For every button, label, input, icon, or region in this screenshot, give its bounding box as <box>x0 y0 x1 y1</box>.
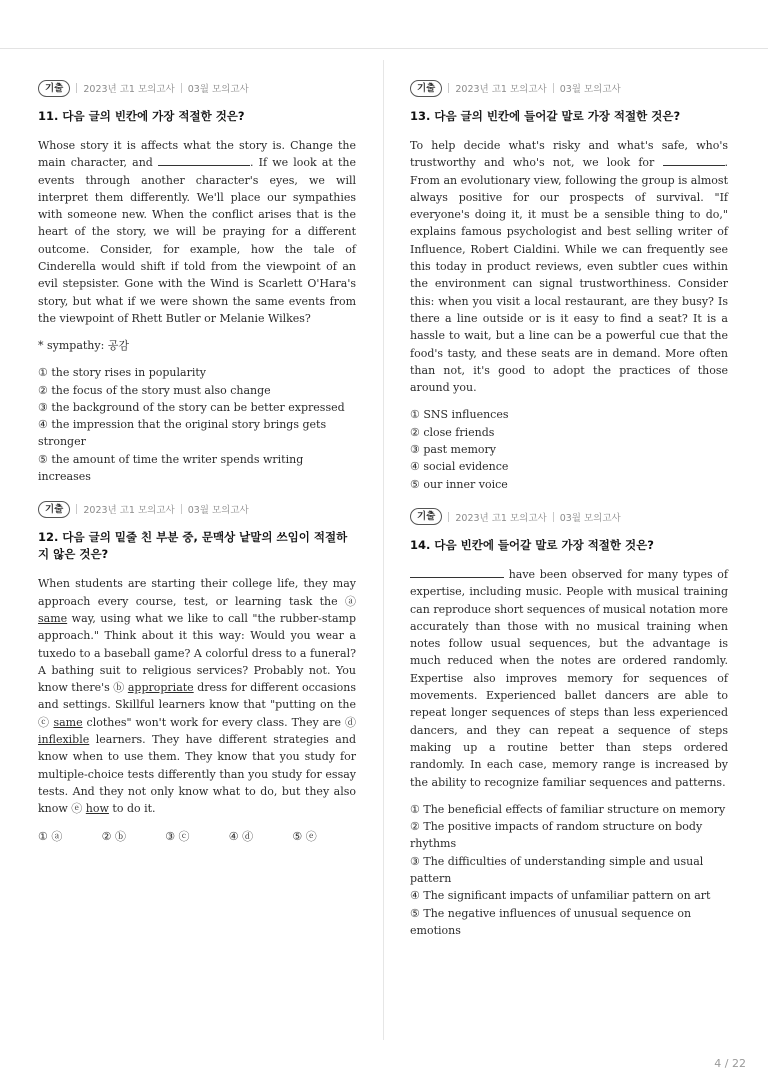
choice-1[interactable]: ① The beneficial effects of familiar structure on memory <box>410 802 726 816</box>
underlined-word-b: appropriate <box>127 681 194 695</box>
answer-choices <box>38 828 356 845</box>
question-12 <box>38 499 356 844</box>
question-11 <box>38 78 356 485</box>
source-month: 03월 모의고사 <box>187 84 249 95</box>
question-source <box>38 499 356 519</box>
choice-4[interactable]: ④ The significant impacts of unfamiliar pattern on art <box>410 889 711 903</box>
choice-5[interactable]: ⑤ the amount of time the writer spends writing increases <box>38 452 304 484</box>
choice-1[interactable]: ① ⓐ <box>38 829 63 843</box>
question-title: 12. 다음 글의 밑줄 친 부분 중, 문맥상 낱말의 쓰임이 적절하지 않은 것은? <box>38 530 348 562</box>
choice-5[interactable]: ⑤ our inner voice <box>410 477 508 491</box>
choice-2[interactable]: ② close friends <box>410 425 495 439</box>
page-number: 4 / 22 <box>714 1057 746 1070</box>
choice-1[interactable]: ① the story rises in popularity <box>38 366 206 380</box>
answer-blank <box>663 154 725 166</box>
choice-4[interactable]: ④ social evidence <box>410 460 509 474</box>
past-exam-badge: 기출 <box>38 501 70 518</box>
passage: To help decide what's risky and what's safe, who's trustworthy and who's not, we look for . From an evolutionary view, following the group is almost always positive for our prospects of survival. "If everyone's doing it, it must be a sensible thing to do," explains famous psychologist and best selling writer of Influence, Robert Cialdini. While we can frequently see this today in product reviews, even subtler cues within the environment can signal trustworthiness. Consider this: when you visit a local restaurant, are they busy? Is there a line outside or is it easy to find a seat? It is a hassle to wait, but a line can be a powerful cue that the food's tasty, and these seats are in demand. More often than not, it's good to adopt the practices of those around you. <box>410 139 728 395</box>
right-column <box>410 78 728 953</box>
choice-3[interactable]: ③ the background of the story can be better expressed <box>38 400 345 414</box>
question-title: 13. 다음 글의 빈칸에 들어갈 말로 가장 적절한 것은? <box>410 109 681 123</box>
answer-choices <box>38 364 356 485</box>
source-year: 2023년 고1 모의고사 <box>455 512 547 524</box>
answer-blank <box>158 154 250 166</box>
answer-blank <box>410 566 504 578</box>
underlined-word-a: same <box>38 611 68 625</box>
question-source <box>410 507 728 527</box>
passage: have been observed for many types of expertise, including music. People with musical training can reproduce short sequences of musical notation more accurately than those with no musical training when notes follow usual sequences, but the advantage is much reduced when the notes are ordered randomly. Expertise also improves memory for sequences of movements. Experienced ballet dancers are able to repeat longer sequences of steps than less experienced dancers, and they can repeat a sequence of steps making up a routine better than steps ordered randomly. In each case, memory range is increased by the ability to recognize familiar sequences and patterns. <box>410 567 728 789</box>
marker-b: ⓑ <box>113 681 125 695</box>
marker-d: ⓓ <box>345 715 356 729</box>
past-exam-badge: 기출 <box>38 80 70 97</box>
question-14 <box>410 507 728 939</box>
question-title: 11. 다음 글의 빈칸에 가장 적절한 것은? <box>38 109 245 123</box>
marker-c: ⓒ <box>38 715 50 729</box>
footnote: * sympathy: 공감 <box>38 339 130 353</box>
source-month: 03월 모의고사 <box>559 84 621 95</box>
choice-3[interactable]: ③ ⓒ <box>165 829 190 843</box>
choice-2[interactable]: ② ⓑ <box>101 829 126 843</box>
choice-3[interactable]: ③ past memory <box>410 443 496 457</box>
choice-5[interactable]: ⑤ The negative influences of unusual sequence on emotions <box>410 906 692 937</box>
choice-2[interactable]: ② the focus of the story must also change <box>38 383 271 397</box>
underlined-word-e: how <box>85 802 109 816</box>
choice-5[interactable]: ⑤ ⓔ <box>292 829 317 843</box>
underlined-word-c: same <box>53 715 83 729</box>
choice-4[interactable]: ④ ⓓ <box>228 829 254 843</box>
question-title: 14. 다음 빈칸에 들어갈 말로 가장 적절한 것은? <box>410 537 654 552</box>
left-column <box>38 78 356 859</box>
source-month: 03월 모의고사 <box>187 505 249 517</box>
choice-1[interactable]: ① SNS influences <box>410 408 509 422</box>
marker-e: ⓔ <box>71 802 83 816</box>
column-divider <box>383 60 384 1040</box>
choice-3[interactable]: ③ The difficulties of understanding simple and usual pattern <box>410 854 704 885</box>
source-year: 2023년 고1 모의고사 <box>455 84 547 95</box>
choice-2[interactable]: ② The positive impacts of random structure on body rhythms <box>410 820 703 851</box>
marker-a: ⓐ <box>345 594 356 608</box>
question-source <box>38 78 356 98</box>
past-exam-badge: 기출 <box>410 80 442 97</box>
question-source <box>410 78 728 98</box>
header-rule <box>0 48 768 49</box>
answer-choices <box>410 801 728 939</box>
answer-choices <box>410 406 728 492</box>
source-month: 03월 모의고사 <box>559 512 621 524</box>
past-exam-badge: 기출 <box>410 508 442 525</box>
underlined-word-d: inflexible <box>38 733 90 747</box>
source-year: 2023년 고1 모의고사 <box>83 84 175 95</box>
source-year: 2023년 고1 모의고사 <box>83 505 175 517</box>
question-13 <box>410 78 728 493</box>
passage: When students are starting their college life, they may approach every course, test, or learning task the ⓐ same way, using what we like to call "the rubber-stamp approach." Think about it this way: Would you wear a tuxedo to a baseball game? A colorful dress to a funeral? A bathing suit to religious services? Probably not. You know there's ⓑ appropriate dress for different occasions and settings. Skillful learners know that "putting on the ⓒ same clothes" won't work for every class. They are ⓓ inflexible learners. They have different strategies and know when to use them. They know that you study for multiple-choice tests differently than you study for essay tests. And they not only know what to do, but they also know ⓔ how to do it. <box>38 577 357 816</box>
choice-4[interactable]: ④ the impression that the original story brings gets stronger <box>38 418 327 449</box>
passage: Whose story it is affects what the story is. Change the main character, and . If we look at the events through another character's eyes, we will interpret them differently. We'll place our sympathies with someone new. When the conflict arises that is the heart of the story, we will be praying for a different outcome. Consider, for example, how the tale of Cinderella would shift if told from the viewpoint of an evil stepsister. Gone with the Wind is Scarlett O'Hara's story, but what if we were shown the same events from the viewpoint of Rhett Butler or Melanie Wilkes? <box>38 139 356 325</box>
